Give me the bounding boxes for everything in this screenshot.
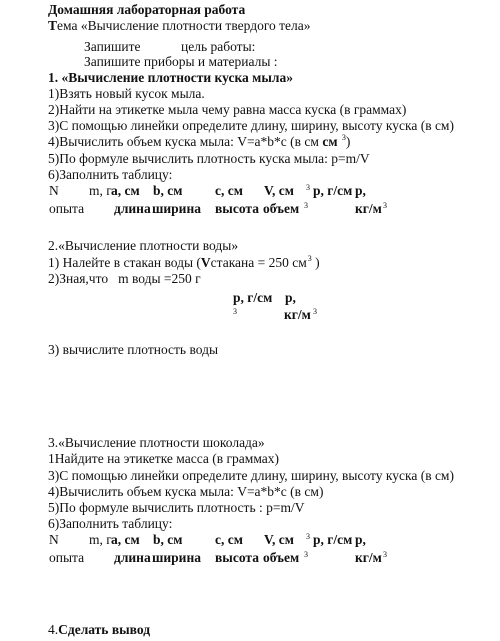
section2-step1-sup: 3	[307, 254, 312, 263]
table2-header-density: p, г/см	[233, 290, 273, 305]
section3-step: 4)Вычислить объем куска мыла: V=a*b*c (в см)	[48, 484, 324, 499]
table3-header-n: N	[49, 532, 59, 547]
section2-step2	[48, 271, 201, 287]
section2-step2-a: 2)Зная,что	[48, 271, 109, 286]
table3-header-v: V, см	[264, 532, 294, 547]
table1-sub-sup: 3	[304, 201, 308, 210]
section1-step-volume-unit: см	[322, 134, 338, 149]
table3-sub-kgm-sup: 3	[383, 550, 387, 559]
table3-header-mass: m, г	[89, 532, 112, 547]
table3	[0, 532, 500, 566]
equipment-label: Запишите приборы и материалы :	[84, 54, 278, 69]
table1-sub-volume: объем	[263, 201, 300, 216]
table1-header-density: p, г/см	[313, 183, 353, 198]
section2-step1-v: V	[200, 255, 211, 270]
theme-text: ема «Вычисление плотности твердого тела»	[57, 18, 311, 33]
table3-header-b: b, см	[153, 532, 183, 547]
table2	[0, 290, 500, 324]
section1-step: 1)Взять новый кусок мыла.	[48, 86, 205, 101]
section2-step2-b: m воды =250 г	[118, 271, 201, 286]
table3-header-c: c, см	[215, 532, 243, 547]
section3-step: 3)С помощью линейки определите длину, ширину, высоту куска (в см)	[48, 468, 454, 483]
section3-heading: 3.«Вычисление плотности шоколада»	[48, 435, 265, 450]
theme-initial: Т	[48, 18, 58, 33]
table1-header-v-sup: 3	[306, 183, 310, 192]
table2-sub-kgm-sup: 3	[313, 307, 317, 316]
table1-sub-width: ширина	[152, 201, 201, 216]
table3-sub-height: высота	[215, 550, 259, 565]
table3-header-density-si: p,	[355, 532, 366, 547]
table1-header-mass: m, г	[89, 183, 112, 198]
table2-header-density-si: p,	[285, 290, 296, 305]
section1-step: 2)Найти на этикетке мыла чему равна масса куска (в граммах)	[48, 102, 407, 117]
table1-sub-opyta: опыта	[49, 201, 85, 216]
section2-heading: 2.«Вычисление плотности воды»	[48, 238, 239, 253]
section3-step: 6)Заполнить таблицу:	[48, 516, 173, 531]
table1-header-b: b, см	[153, 183, 183, 198]
goal-label-right: цель работы:	[181, 39, 256, 54]
section1-step-volume	[48, 134, 350, 152]
section1-step-volume-sup: 3	[341, 133, 346, 142]
table1-sub-kgm: кг/м	[355, 201, 382, 216]
section1-step-volume-text: 4)Вычислить объем куска мыла: V=a*b*c (в см	[48, 134, 319, 149]
table1-header-c: c, см	[215, 183, 243, 198]
table3-sub-width: ширина	[152, 550, 201, 565]
table3-header-a: a, см	[111, 532, 140, 547]
section2-step1-prefix: 1) Налейте в стакан воды (	[48, 255, 201, 270]
table3-sub-sup: 3	[304, 550, 308, 559]
table1-sub-kgm-sup: 3	[383, 201, 387, 210]
table3-sub-kgm: кг/м	[355, 550, 382, 565]
section2-step1-rest: стакана = 250 см	[210, 255, 307, 270]
table2-sub-kgm: кг/м	[284, 307, 311, 322]
table3-sub-opyta: опыта	[49, 550, 85, 565]
table1-header-a: a, см	[111, 183, 140, 198]
table1-sub-height: высота	[215, 201, 259, 216]
goal-label-left: Запишите	[84, 39, 141, 54]
section1-heading: 1. «Вычисление плотности куска мыла»	[48, 70, 293, 85]
table3-header-v-sup: 3	[306, 532, 310, 541]
table3-header-density: p, г/см	[313, 532, 353, 547]
section3-step: 1Найдите на этикетке масса (в граммах)	[48, 451, 280, 466]
section1-step-volume-close: )	[345, 134, 351, 149]
section1-step: 5)По формуле вычислить плотность куска мыла: p=m/V	[48, 151, 370, 166]
section4-title: Сделать вывод	[58, 622, 151, 637]
section1-step: 3)С помощью линейки определите длину, ширину, высоту куска (в см)	[48, 118, 454, 133]
table1-header-density-si: p,	[355, 183, 366, 198]
table3-sub-length: длина	[114, 550, 151, 565]
table3-sub-volume: объем	[263, 550, 300, 565]
table1	[0, 183, 500, 217]
table2-sub-sup: 3	[233, 307, 237, 316]
theme-line	[48, 18, 311, 34]
table1-sub-length: длина	[114, 201, 151, 216]
section4-num: 4.	[48, 622, 59, 637]
table1-header-n: N	[49, 183, 59, 198]
doc-title: Домашняя лабораторная работа	[48, 2, 246, 17]
section1-step: 6)Заполнить таблицу:	[48, 167, 173, 182]
section2-step3: 3) вычислите плотность воды	[48, 342, 219, 357]
section4-heading	[48, 622, 150, 638]
section2-step1-close: )	[311, 255, 320, 270]
section3-step: 5)По формуле вычислить плотность : p=m/V	[48, 500, 305, 515]
table1-header-v: V, см	[264, 183, 294, 198]
